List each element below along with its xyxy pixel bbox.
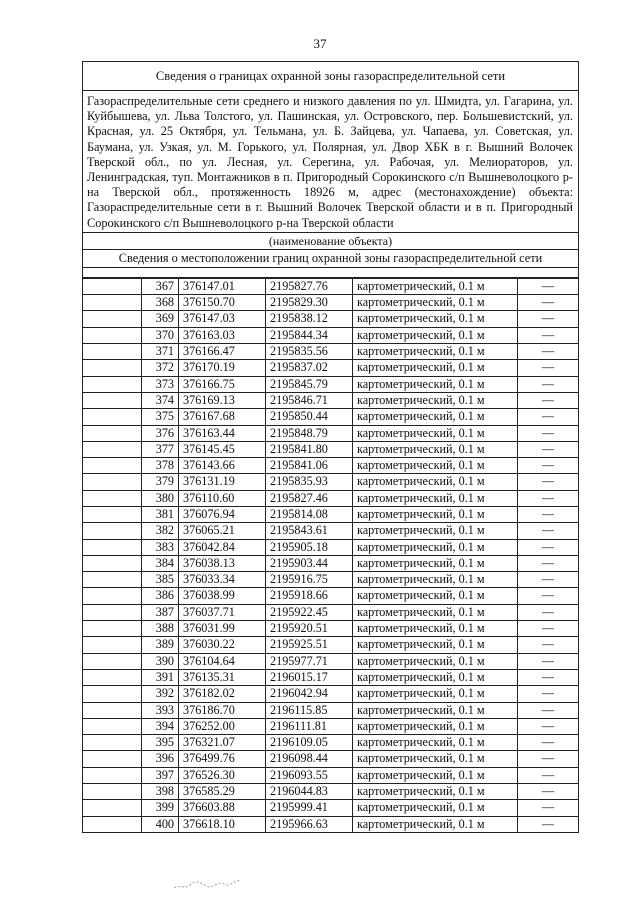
row-blank-cell <box>83 441 142 457</box>
row-blank-cell <box>83 604 142 620</box>
point-number-cell: 381 <box>142 506 179 522</box>
point-number-cell: 400 <box>142 816 179 832</box>
method-cell: картометрический, 0.1 м <box>353 490 518 506</box>
object-description: Газораспределительные сети среднего и низкого давления по ул. Шмидта, ул. Гагарина, ул. Куйбышева, ул. Льва Толстого, ул. Пашинская, ул. Островского, пер. Большевистский, ул. Красная, ул. 25 Октября, ул. Тельмана, ул. Б. Зайцева, ул. Чапаева, ул. Советская, ул. Баумана, ул. Узкая, ул. М. Горького, ул. Полярная, ул. Двор ХБК в г. Вышний Волочек Тверской обл., по ул. Лесная, ул. Серегина, ул. Рабочая, ул. Мелиораторов, ул. Ленинградская, туп. Монтажников в п. Пригородный Сорокинского с/п Вышневолоцкого р-на Тверской обл., протяженность 18926 м, адрес (местонахождение) объекта: Газораспределительные сети в г. Вышний Волочек Тверской области и в п. Пригородный Сорокинского с/п Вышневолоцкого р-на Тверской области <box>83 91 578 233</box>
method-cell: картометрический, 0.1 м <box>353 588 518 604</box>
x-coordinate-cell: 376076.94 <box>179 506 266 522</box>
x-coordinate-cell: 376163.03 <box>179 327 266 343</box>
method-cell: картометрический, 0.1 м <box>353 784 518 800</box>
row-blank-cell <box>83 506 142 522</box>
row-blank-cell <box>83 409 142 425</box>
point-number-cell: 377 <box>142 441 179 457</box>
row-blank-cell <box>83 767 142 783</box>
description-cell: — <box>518 344 579 360</box>
table-row <box>83 816 578 832</box>
y-coordinate-cell: 2195966.63 <box>266 816 353 832</box>
description-cell: — <box>518 360 579 376</box>
y-coordinate-cell: 2195844.34 <box>266 327 353 343</box>
point-number-cell: 371 <box>142 344 179 360</box>
point-number-cell: 384 <box>142 555 179 571</box>
y-coordinate-cell: 2195850.44 <box>266 409 353 425</box>
description-cell: — <box>518 735 579 751</box>
point-number-cell: 390 <box>142 653 179 669</box>
description-cell: — <box>518 327 579 343</box>
x-coordinate-cell: 376585.29 <box>179 784 266 800</box>
x-coordinate-cell: 376037.71 <box>179 604 266 620</box>
x-coordinate-cell: 376169.13 <box>179 392 266 408</box>
point-number-cell: 394 <box>142 718 179 734</box>
method-cell: картометрический, 0.1 м <box>353 311 518 327</box>
method-cell: картометрический, 0.1 м <box>353 539 518 555</box>
table-row <box>83 702 578 718</box>
method-cell: картометрический, 0.1 м <box>353 555 518 571</box>
point-number-cell: 368 <box>142 295 179 311</box>
y-coordinate-cell: 2196015.17 <box>266 669 353 685</box>
description-cell: — <box>518 751 579 767</box>
row-blank-cell <box>83 751 142 767</box>
x-coordinate-cell: 376065.21 <box>179 523 266 539</box>
x-coordinate-cell: 376131.19 <box>179 474 266 490</box>
row-blank-cell <box>83 686 142 702</box>
point-number-cell: 378 <box>142 458 179 474</box>
row-blank-cell <box>83 278 142 294</box>
x-coordinate-cell: 376182.02 <box>179 686 266 702</box>
y-coordinate-cell: 2196109.05 <box>266 735 353 751</box>
point-number-cell: 385 <box>142 572 179 588</box>
x-coordinate-cell: 376042.84 <box>179 539 266 555</box>
x-coordinate-cell: 376038.99 <box>179 588 266 604</box>
table-row <box>83 637 578 653</box>
table-row <box>83 751 578 767</box>
y-coordinate-cell: 2195841.06 <box>266 458 353 474</box>
row-blank-cell <box>83 621 142 637</box>
row-blank-cell <box>83 295 142 311</box>
table-row <box>83 539 578 555</box>
method-cell: картометрический, 0.1 м <box>353 702 518 718</box>
coordinates-table <box>83 278 578 832</box>
row-blank-cell <box>83 702 142 718</box>
description-cell: — <box>518 800 579 816</box>
table-spacer <box>83 268 578 278</box>
y-coordinate-cell: 2195841.80 <box>266 441 353 457</box>
description-cell: — <box>518 669 579 685</box>
table-row <box>83 686 578 702</box>
row-blank-cell <box>83 376 142 392</box>
description-cell: — <box>518 588 579 604</box>
description-cell: — <box>518 784 579 800</box>
y-coordinate-cell: 2195903.44 <box>266 555 353 571</box>
method-cell: картометрический, 0.1 м <box>353 441 518 457</box>
table-row <box>83 621 578 637</box>
y-coordinate-cell: 2195814.08 <box>266 506 353 522</box>
point-number-cell: 393 <box>142 702 179 718</box>
y-coordinate-cell: 2195845.79 <box>266 376 353 392</box>
x-coordinate-cell: 376170.19 <box>179 360 266 376</box>
x-coordinate-cell: 376167.68 <box>179 409 266 425</box>
point-number-cell: 380 <box>142 490 179 506</box>
row-blank-cell <box>83 360 142 376</box>
point-number-cell: 367 <box>142 278 179 294</box>
description-cell: — <box>518 523 579 539</box>
x-coordinate-cell: 376104.64 <box>179 653 266 669</box>
point-number-cell: 399 <box>142 800 179 816</box>
row-blank-cell <box>83 784 142 800</box>
table-row <box>83 392 578 408</box>
method-cell: картометрический, 0.1 м <box>353 767 518 783</box>
description-cell: — <box>518 490 579 506</box>
y-coordinate-cell: 2195977.71 <box>266 653 353 669</box>
y-coordinate-cell: 2195835.56 <box>266 344 353 360</box>
y-coordinate-cell: 2195838.12 <box>266 311 353 327</box>
y-coordinate-cell: 2195916.75 <box>266 572 353 588</box>
document-frame <box>82 61 579 833</box>
table-row <box>83 588 578 604</box>
row-blank-cell <box>83 344 142 360</box>
method-cell: картометрический, 0.1 м <box>353 604 518 620</box>
row-blank-cell <box>83 327 142 343</box>
description-cell: — <box>518 539 579 555</box>
x-coordinate-cell: 376603.88 <box>179 800 266 816</box>
table-row <box>83 506 578 522</box>
row-blank-cell <box>83 474 142 490</box>
point-number-cell: 386 <box>142 588 179 604</box>
point-number-cell: 376 <box>142 425 179 441</box>
method-cell: картометрический, 0.1 м <box>353 327 518 343</box>
method-cell: картометрический, 0.1 м <box>353 392 518 408</box>
x-coordinate-cell: 376526.30 <box>179 767 266 783</box>
x-coordinate-cell: 376186.70 <box>179 702 266 718</box>
method-cell: картометрический, 0.1 м <box>353 572 518 588</box>
x-coordinate-cell: 376135.31 <box>179 669 266 685</box>
table-row <box>83 718 578 734</box>
method-cell: картометрический, 0.1 м <box>353 800 518 816</box>
description-cell: — <box>518 474 579 490</box>
x-coordinate-cell: 376145.45 <box>179 441 266 457</box>
y-coordinate-cell: 2195829.30 <box>266 295 353 311</box>
point-number-cell: 397 <box>142 767 179 783</box>
y-coordinate-cell: 2195918.66 <box>266 588 353 604</box>
table-row <box>83 458 578 474</box>
y-coordinate-cell: 2195925.51 <box>266 637 353 653</box>
row-blank-cell <box>83 572 142 588</box>
method-cell: картометрический, 0.1 м <box>353 718 518 734</box>
y-coordinate-cell: 2195846.71 <box>266 392 353 408</box>
description-cell: — <box>518 506 579 522</box>
table-row <box>83 767 578 783</box>
y-coordinate-cell: 2196042.94 <box>266 686 353 702</box>
table-row <box>83 376 578 392</box>
x-coordinate-cell: 376163.44 <box>179 425 266 441</box>
page-number: 37 <box>313 36 327 51</box>
point-number-cell: 398 <box>142 784 179 800</box>
description-cell: — <box>518 278 579 294</box>
method-cell: картометрический, 0.1 м <box>353 735 518 751</box>
table-row <box>83 474 578 490</box>
description-cell: — <box>518 637 579 653</box>
point-number-cell: 369 <box>142 311 179 327</box>
y-coordinate-cell: 2196098.44 <box>266 751 353 767</box>
description-cell: — <box>518 458 579 474</box>
point-number-cell: 396 <box>142 751 179 767</box>
table-row <box>83 653 578 669</box>
y-coordinate-cell: 2196093.55 <box>266 767 353 783</box>
table-row <box>83 360 578 376</box>
point-number-cell: 388 <box>142 621 179 637</box>
location-title: Сведения о местоположении границ охранной зоны газораспределительной сети <box>83 250 578 268</box>
row-blank-cell <box>83 735 142 751</box>
point-number-cell: 375 <box>142 409 179 425</box>
signature-mark <box>172 870 242 892</box>
y-coordinate-cell: 2196044.83 <box>266 784 353 800</box>
method-cell: картометрический, 0.1 м <box>353 295 518 311</box>
method-cell: картометрический, 0.1 м <box>353 278 518 294</box>
row-blank-cell <box>83 588 142 604</box>
table-row <box>83 523 578 539</box>
table-row <box>83 425 578 441</box>
point-number-cell: 379 <box>142 474 179 490</box>
x-coordinate-cell: 376618.10 <box>179 816 266 832</box>
method-cell: картометрический, 0.1 м <box>353 523 518 539</box>
y-coordinate-cell: 2196115.85 <box>266 702 353 718</box>
description-cell: — <box>518 702 579 718</box>
table-row <box>83 311 578 327</box>
point-number-cell: 389 <box>142 637 179 653</box>
x-coordinate-cell: 376031.99 <box>179 621 266 637</box>
description-cell: — <box>518 718 579 734</box>
x-coordinate-cell: 376033.34 <box>179 572 266 588</box>
table-row <box>83 295 578 311</box>
x-coordinate-cell: 376166.47 <box>179 344 266 360</box>
row-blank-cell <box>83 539 142 555</box>
row-blank-cell <box>83 392 142 408</box>
object-caption: (наименование объекта) <box>83 233 578 250</box>
description-cell: — <box>518 621 579 637</box>
table-row <box>83 669 578 685</box>
x-coordinate-cell: 376499.76 <box>179 751 266 767</box>
table-row <box>83 327 578 343</box>
point-number-cell: 373 <box>142 376 179 392</box>
description-cell: — <box>518 376 579 392</box>
y-coordinate-cell: 2195905.18 <box>266 539 353 555</box>
description-cell: — <box>518 816 579 832</box>
description-cell: — <box>518 311 579 327</box>
row-blank-cell <box>83 718 142 734</box>
coordinates-table-body <box>83 278 578 832</box>
x-coordinate-cell: 376030.22 <box>179 637 266 653</box>
method-cell: картометрический, 0.1 м <box>353 425 518 441</box>
section-title: Сведения о границах охранной зоны газораспределительной сети <box>83 62 578 91</box>
y-coordinate-cell: 2195920.51 <box>266 621 353 637</box>
y-coordinate-cell: 2195827.76 <box>266 278 353 294</box>
table-row <box>83 604 578 620</box>
y-coordinate-cell: 2195848.79 <box>266 425 353 441</box>
y-coordinate-cell: 2195827.46 <box>266 490 353 506</box>
method-cell: картометрический, 0.1 м <box>353 506 518 522</box>
point-number-cell: 391 <box>142 669 179 685</box>
method-cell: картометрический, 0.1 м <box>353 669 518 685</box>
point-number-cell: 374 <box>142 392 179 408</box>
description-cell: — <box>518 392 579 408</box>
description-cell: — <box>518 425 579 441</box>
table-row <box>83 555 578 571</box>
row-blank-cell <box>83 425 142 441</box>
x-coordinate-cell: 376110.60 <box>179 490 266 506</box>
x-coordinate-cell: 376321.07 <box>179 735 266 751</box>
row-blank-cell <box>83 523 142 539</box>
table-row <box>83 735 578 751</box>
method-cell: картометрический, 0.1 м <box>353 653 518 669</box>
table-row <box>83 441 578 457</box>
table-row <box>83 800 578 816</box>
point-number-cell: 372 <box>142 360 179 376</box>
point-number-cell: 387 <box>142 604 179 620</box>
row-blank-cell <box>83 669 142 685</box>
description-cell: — <box>518 295 579 311</box>
method-cell: картометрический, 0.1 м <box>353 458 518 474</box>
y-coordinate-cell: 2195922.45 <box>266 604 353 620</box>
description-cell: — <box>518 653 579 669</box>
description-cell: — <box>518 686 579 702</box>
y-coordinate-cell: 2195999.41 <box>266 800 353 816</box>
method-cell: картометрический, 0.1 м <box>353 376 518 392</box>
method-cell: картометрический, 0.1 м <box>353 409 518 425</box>
row-blank-cell <box>83 555 142 571</box>
method-cell: картометрический, 0.1 м <box>353 344 518 360</box>
x-coordinate-cell: 376038.13 <box>179 555 266 571</box>
method-cell: картометрический, 0.1 м <box>353 360 518 376</box>
x-coordinate-cell: 376143.66 <box>179 458 266 474</box>
x-coordinate-cell: 376147.01 <box>179 278 266 294</box>
method-cell: картометрический, 0.1 м <box>353 637 518 653</box>
x-coordinate-cell: 376147.03 <box>179 311 266 327</box>
table-row <box>83 409 578 425</box>
table-row <box>83 278 578 294</box>
table-row <box>83 784 578 800</box>
table-row <box>83 572 578 588</box>
description-cell: — <box>518 441 579 457</box>
point-number-cell: 370 <box>142 327 179 343</box>
method-cell: картометрический, 0.1 м <box>353 686 518 702</box>
y-coordinate-cell: 2195835.93 <box>266 474 353 490</box>
method-cell: картометрический, 0.1 м <box>353 621 518 637</box>
row-blank-cell <box>83 816 142 832</box>
row-blank-cell <box>83 637 142 653</box>
x-coordinate-cell: 376166.75 <box>179 376 266 392</box>
point-number-cell: 382 <box>142 523 179 539</box>
point-number-cell: 383 <box>142 539 179 555</box>
table-row <box>83 344 578 360</box>
row-blank-cell <box>83 458 142 474</box>
x-coordinate-cell: 376252.00 <box>179 718 266 734</box>
x-coordinate-cell: 376150.70 <box>179 295 266 311</box>
y-coordinate-cell: 2196111.81 <box>266 718 353 734</box>
row-blank-cell <box>83 800 142 816</box>
description-cell: — <box>518 604 579 620</box>
table-row <box>83 490 578 506</box>
y-coordinate-cell: 2195843.61 <box>266 523 353 539</box>
row-blank-cell <box>83 490 142 506</box>
description-cell: — <box>518 409 579 425</box>
description-cell: — <box>518 555 579 571</box>
description-cell: — <box>518 572 579 588</box>
y-coordinate-cell: 2195837.02 <box>266 360 353 376</box>
row-blank-cell <box>83 653 142 669</box>
row-blank-cell <box>83 311 142 327</box>
point-number-cell: 392 <box>142 686 179 702</box>
method-cell: картометрический, 0.1 м <box>353 474 518 490</box>
point-number-cell: 395 <box>142 735 179 751</box>
method-cell: картометрический, 0.1 м <box>353 816 518 832</box>
description-cell: — <box>518 767 579 783</box>
method-cell: картометрический, 0.1 м <box>353 751 518 767</box>
